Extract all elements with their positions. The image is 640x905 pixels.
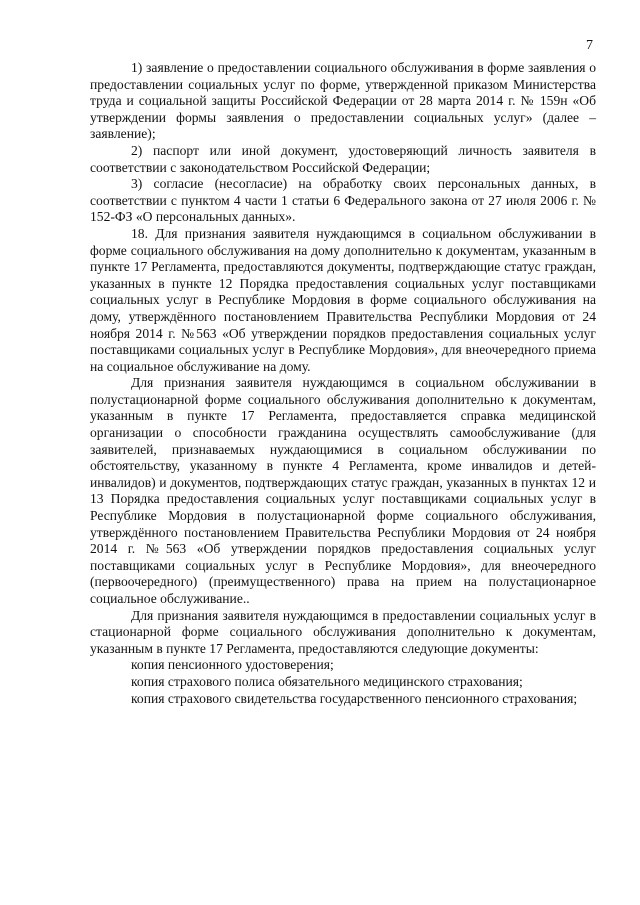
list-item-pension-certificate: копия пенсионного удостоверения; [131,657,334,673]
paragraph-passport: 2) паспорт или иной документ, удостоверяющий личность заявителя в соответствии с законодательством Российской Федерации; [90,142,596,175]
document-body [90,60,596,707]
page-number: 7 [586,38,593,53]
paragraph-semi-stationary-service: Для признания заявителя нуждающимся в социальном обслуживании в полустационарной форме социального обслуживания дополнительно к документам, указанным в пункте 17 Регламента, предоставляется справка медицинской организации о способности гражданина осуществлять самообслуживание (для заявителей, признаваемых нуждающимися в социальном обслуживании по обстоятельству, указанному в пункте 4 Регламента, кроме инвалидов и детей-инвалидов) и документов, подтверждающих статус граждан, указанных в пунктах 12 и 13 Порядка предоставления социальных услуг поставщиками социальных услуг в Республике Мордовия в полустационарной форме социального обслуживания, утверждённого постановлением Правительства Республики Мордовия от 24 ноября 2014 г. №563 «Об утверждении порядков предоставления социальных услуг поставщиками социальных услуг в Республике Мордовия», для внеочередного (первоочередного) (преимущественного) права на прием на полустационарное социальное обслуживание.. [90,375,596,606]
paragraph-item-18-home-service: 18. Для признания заявителя нуждающимся в социальном обслуживании в форме социального обслуживания на дому дополнительно к документам, указанным в пункте 17 Регламента, предоставляются документы, подтверждающие статус граждан, указанных в пункте 12 Порядка предоставления социальных услуг поставщиками социальных услуг в Республике Мордовия в форме социального обслуживания на дому, утверждённого постановлением Правительства Республики Мордовия от 24 ноября 2014 г. №563 «Об утверждении порядков предоставления социальных услуг поставщиками социальных услуг в Республике Мордовия», для внеочередного приема на социальное обслуживание на дому. [90,225,596,374]
paragraph-application-form: 1) заявление о предоставлении социального обслуживания в форме заявления о предоставлении социальных услуг по форме, утвержденной приказом Министерства труда и социальной защиты Российской Федерации от 28 марта 2014 г. № 159н «Об утверждении формы заявления о предоставлении социальных услуг» (далее – заявление); [90,60,596,142]
list-item-medical-insurance: копия страхового полиса обязательного медицинского страхования; [131,673,523,689]
list-item-pension-insurance: копия страхового свидетельства государственного пенсионного страхования; [131,690,578,706]
paragraph-stationary-service: Для признания заявителя нуждающимся в предоставлении социальных услуг в стационарной форме социального обслуживания дополнительно к документам, указанным в пункте 17 Регламента, предоставляются следующие документы: [90,607,596,656]
paragraph-personal-data-consent: 3) согласие (несогласие) на обработку своих персональных данных, в соответствии с пунктом 4 части 1 статьи 6 Федерального закона от 27 июля 2006 г. № 152-ФЗ «О персональных данных». [90,176,596,225]
